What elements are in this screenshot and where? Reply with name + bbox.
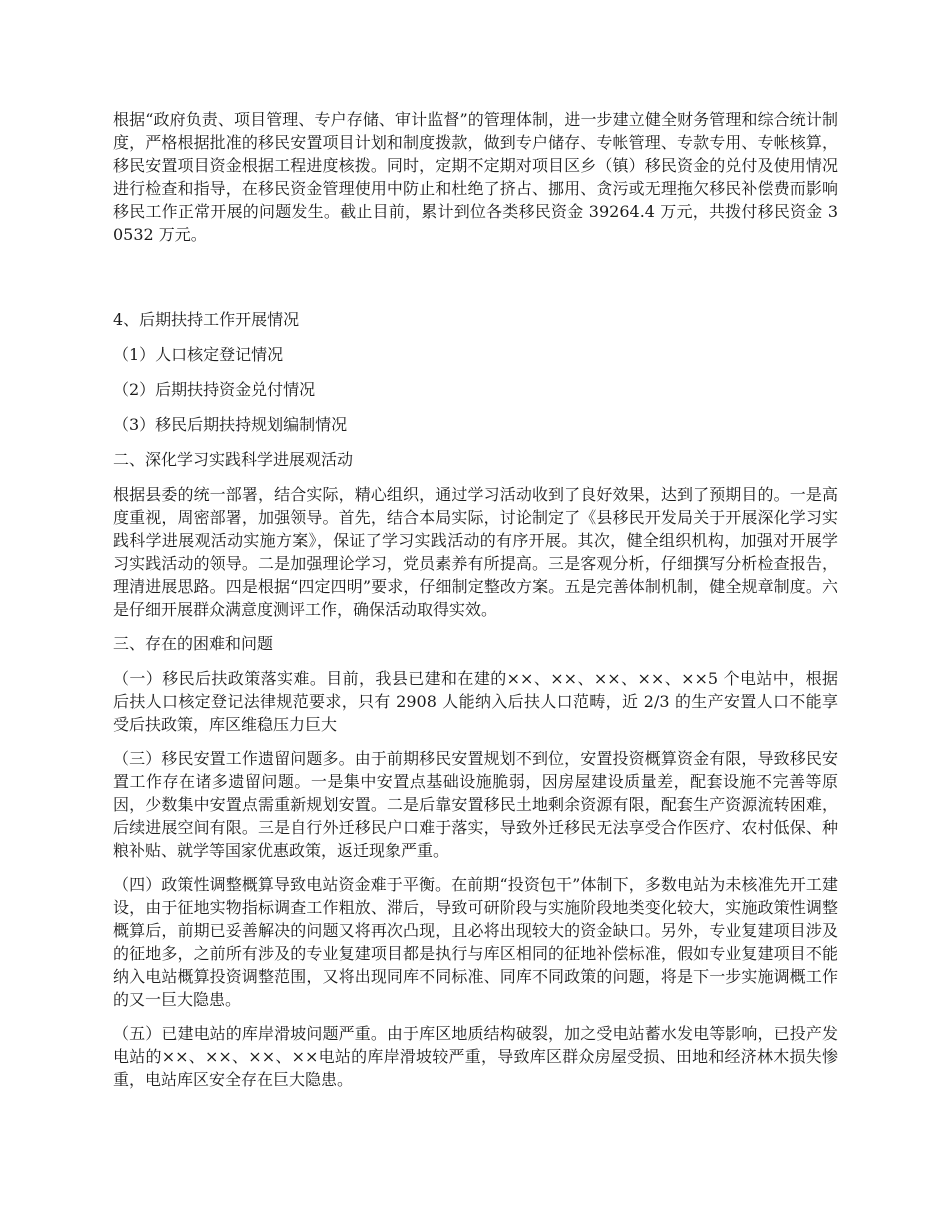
paragraph-problem-3: （三）移民安置工作遗留问题多。由于前期移民安置规划不到位，安置投资概算资金有限，导致移民安置工作存在诸多遗留问题。一是集中安置点基础设施脆弱，因房屋建设质量差，配套设施不完善等原因，少数集中安置点需重新规划安置。二是后靠安置移民土地剩余资源有限，配套生产资源流转困难，后续进展空间有限。三是自行外迁移民户口难于落实，导致外迁移民无法享受合作医疗、农村低保、种粮补贴、就学等国家优惠政策，返迁现象严重。: [113, 749, 838, 860]
subheading-planning: （3）移民后期扶持规划编制情况: [113, 415, 348, 434]
subheading-population-registration: （1）人口核定登记情况: [113, 345, 284, 364]
document-body: [113, 108, 838, 1102]
paragraph-study-activity: 根据县委的统一部署，结合实际，精心组织，通过学习活动收到了良好效果，达到了预期目的。一是高度重视，周密部署，加强领导。首先，结合本局实际，讨论制定了《县移民开发局关于开展深化学习实践科学进展观活动实施方案》，保证了学习实践活动的有序开展。其次，健全组织机构，加强对开展学习实践活动的领导。二是加强理论学习，党员素养有所提高。三是客观分析，仔细撰写分析检查报告，理清进展思路。四是根据“四定四明”要求，仔细制定整改方案。五是完善体制机制，健全规章制度。六是仔细开展群众满意度测评工作，确保活动取得实效。: [113, 485, 838, 619]
paragraph-problem-5: （五）已建电站的库岸滑坡问题严重。由于库区地质结构破裂，加之受电站蓄水发电等影响，已投产发电站的××、××、××、××电站的库岸滑坡较严重，导致库区群众房屋受损、田地和经济林木损失惨重，电站库区安全存在巨大隐患。: [113, 1024, 838, 1089]
heading-study-activity: 二、深化学习实践科学进展观活动: [113, 450, 354, 469]
paragraph-problem-1: （一）移民后扶政策落实难。目前，我县已建和在建的××、××、××、××、××5 个电站中，根据后扶人口核定登记法律规范要求，只有 2908 人能纳入后扶人口范畴，近 2/3 的生产安置人口不能享受后扶政策，库区维稳压力巨大: [113, 669, 838, 734]
paragraph-problem-4: （四）政策性调整概算导致电站资金难于平衡。在前期“投资包干”体制下，多数电站为未核准先开工建设，由于征地实物指标调查工作粗放、滞后，导致可研阶段与实施阶段地类变化较大，实施政策性调整概算后，前期已妥善解决的问题又将再次凸现，且必将出现较大的资金缺口。另外，专业复建项目涉及的征地多，之前所有涉及的专业复建项目都是执行与库区相同的征地补偿标准，假如专业复建项目不能纳入电站概算投资调整范围，又将出现同库不同标准、同库不同政策的问题，将是下一步实施调概工作的又一巨大隐患。: [113, 875, 838, 1009]
subheading-fund-payment: （2）后期扶持资金兑付情况: [113, 380, 316, 399]
paragraph-fund-management: 根据“政府负责、项目管理、专户存储、审计监督”的管理体制，进一步建立健全财务管理和综合统计制度，严格根据批准的移民安置项目计划和制度拨款，做到专户储存、专帐管理、专款专用、专帐核算，移民安置项目资金根据工程进度核拨。同时，定期不定期对项目区乡（镇）移民资金的兑付及使用情况进行检查和指导，在移民资金管理使用中防止和杜绝了挤占、挪用、贪污或无理拖欠移民补偿费而影响移民工作正常开展的问题发生。截止目前，累计到位各类移民资金 39264.4 万元，共拨付移民资金 30532 万元。: [113, 110, 838, 244]
heading-difficulties: 三、存在的困难和问题: [113, 634, 274, 653]
heading-later-support: 4、后期扶持工作开展情况: [113, 310, 300, 329]
section-gap: [113, 257, 838, 308]
